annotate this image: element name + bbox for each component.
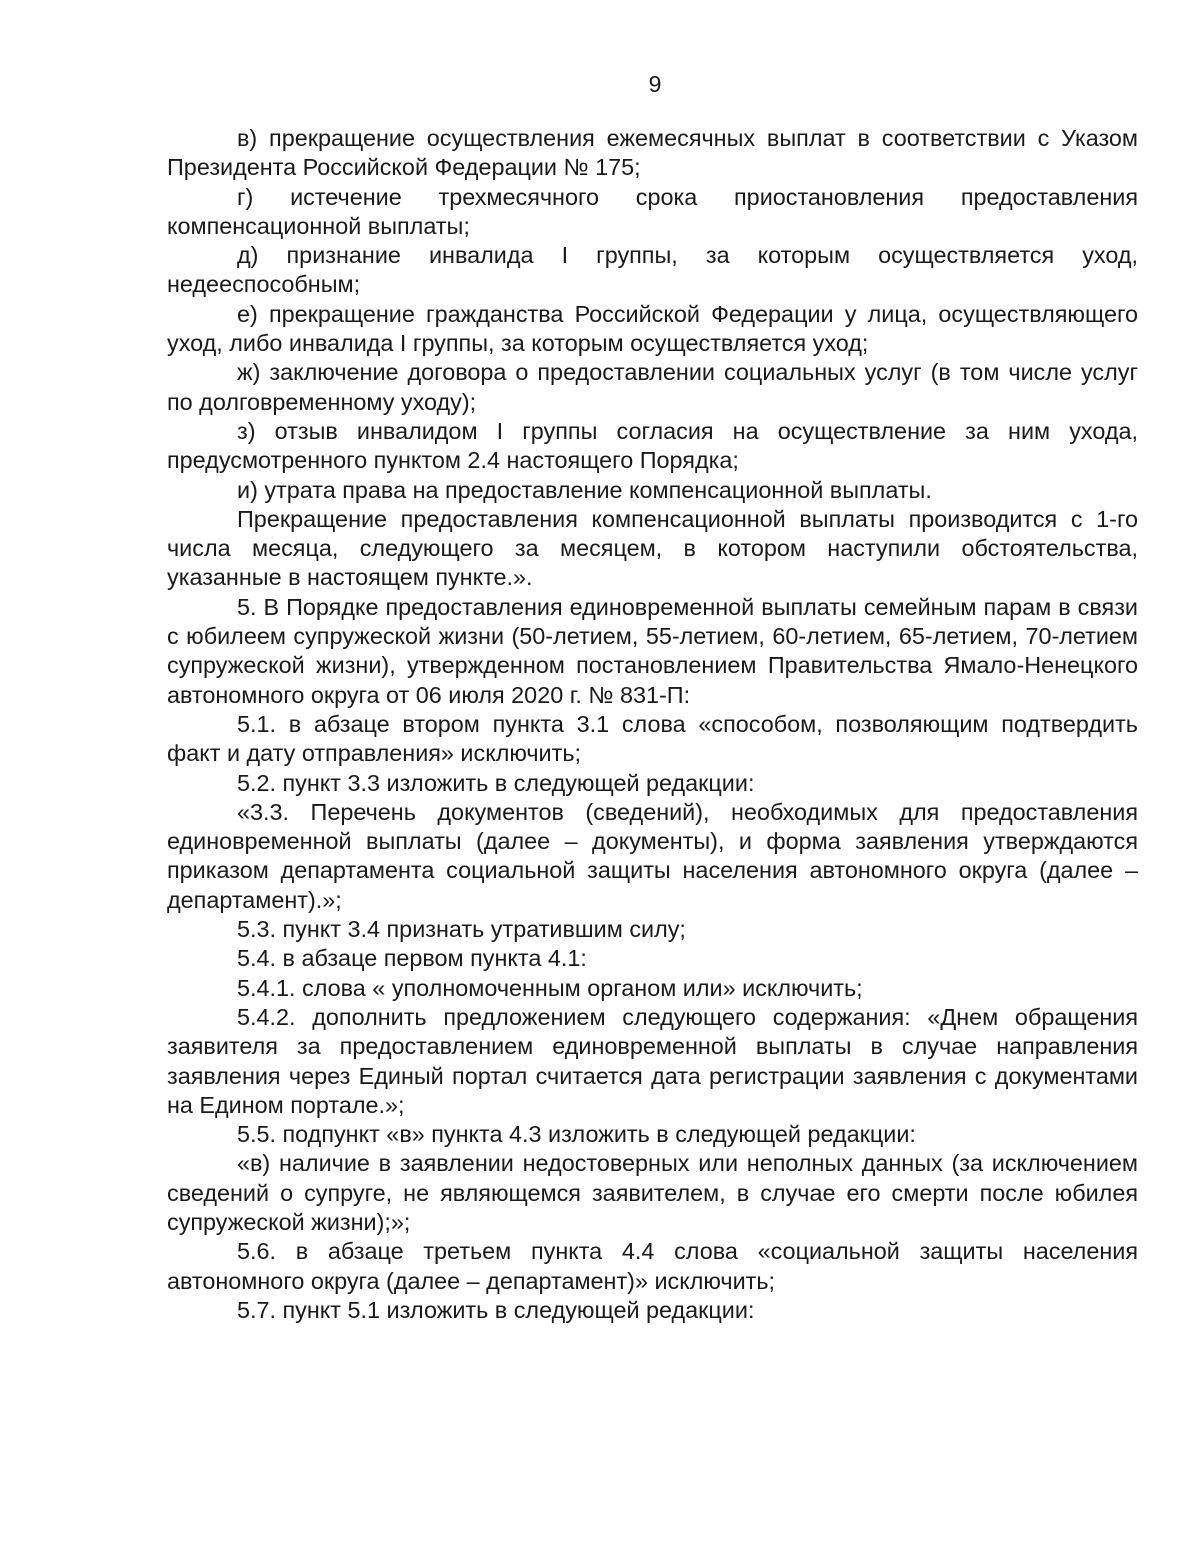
page-number: 9 — [648, 71, 662, 97]
paragraph: 5.7. пункт 5.1 изложить в следующей редакции: — [237, 1296, 755, 1323]
paragraph: 5.1. в абзаце втором пункта 3.1 слова «способом, позволяющим подтвердить факт и дату отправления» исключить; — [167, 710, 1138, 767]
paragraph: «в) наличие в заявлении недостоверных или неполных данных (за исключением сведений о супруге, не являющемся заявителем, в случае его смерти после юбилея супружеской жизни);»; — [167, 1150, 1138, 1235]
paragraph: 5.5. подпункт «в» пункта 4.3 изложить в следующей редакции: — [237, 1121, 916, 1148]
paragraph: ж) заключение договора о предоставлении социальных услуг (в том числе услуг по долговременному уходу); — [167, 359, 1138, 415]
paragraph: 5.6. в абзаце третьем пункта 4.4 слова «социальной защиты населения автономного округа (далее – департамент)» исключить; — [167, 1238, 1138, 1294]
paragraph: «3.3. Перечень документов (сведений), необходимых для предоставления единовременной выплаты (далее – документы), и форма заявления утверждаются приказом департамента социальной защиты населения автономного округа (далее – департамент).»; — [167, 798, 1138, 913]
paragraph: 5.3. пункт 3.4 признать утратившим силу; — [237, 916, 686, 943]
paragraph: з) отзыв инвалидом I группы согласия на осуществление за ним ухода, предусмотренного пунктом 2.4 настоящего Порядка; — [167, 417, 1138, 474]
paragraph: 5.4. в абзаце первом пункта 4.1: — [237, 945, 587, 972]
paragraph: в) прекращение осуществления ежемесячных выплат в соответствии с Указом Президента Российской Федерации № 175; — [167, 125, 1138, 181]
paragraph: 5.2. пункт 3.3 изложить в следующей редакции: — [237, 769, 755, 796]
paragraph: 5.4.1. слова « уполномоченным органом или» исключить; — [237, 974, 863, 1001]
paragraph: Прекращение предоставления компенсационной выплаты производится с 1-го числа месяца, следующего за месяцем, в котором наступили обстоятельства, указанные в настоящем пункте.». — [167, 505, 1138, 591]
paragraph: д) признание инвалида I группы, за которым осуществляется уход, недееспособным; — [167, 242, 1138, 298]
paragraph: 5.4.2. дополнить предложением следующего содержания: «Днем обращения заявителя за предоставлением единовременной выплаты в случае направления заявления через Единый портал считается дата регистрации заявления с документами на Едином портале.»; — [167, 1003, 1138, 1118]
paragraph: е) прекращение гражданства Российской Федерации у лица, осуществляющего уход, либо инвалида I группы, за которым осуществляется уход; — [167, 300, 1138, 357]
document-body — [167, 124, 1138, 1325]
paragraph: г) истечение трехмесячного срока приостановления предоставления компенсационной выплаты; — [167, 183, 1138, 239]
paragraph: 5. В Порядке предоставления единовременной выплаты семейным парам в связи с юбилеем супружеской жизни (50-летием, 55-летием, 60-летием, 65-летием, 70-летием супружеской жизни), утвержденном постановлением Правительства Ямало-Ненецкого автономного округа от 06 июля 2020 г. № 831-П: — [167, 593, 1138, 708]
paragraph: и) утрата права на предоставление компенсационной выплаты. — [237, 476, 932, 503]
